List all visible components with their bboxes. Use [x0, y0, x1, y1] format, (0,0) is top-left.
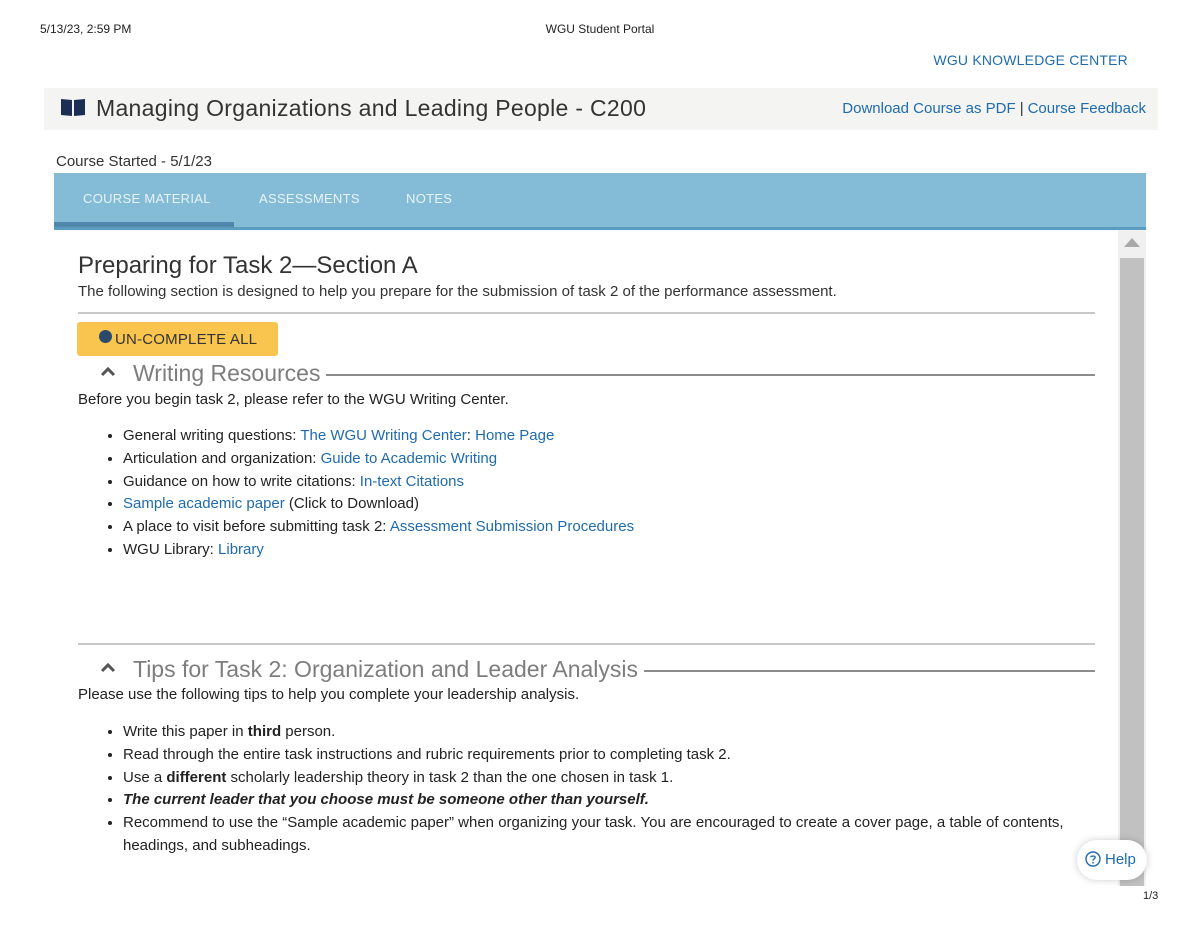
tips-header[interactable]	[100, 656, 1095, 686]
list-item: • Recommend to use the “Sample academic paper” when organizing your task. You are encouraged to create a cover page, a table of contents, headings, and subheadings.	[123, 812, 1083, 858]
uncomplete-all-button[interactable]	[77, 322, 278, 356]
course-tabs	[54, 173, 1146, 230]
help-button[interactable]	[1077, 840, 1147, 880]
page-number: 1/3	[1143, 890, 1159, 902]
course-links	[842, 100, 1146, 117]
scroll-up-icon[interactable]	[1124, 238, 1140, 247]
tips-list	[102, 721, 1083, 858]
list-item: • Read through the entire task instructions and rubric requirements prior to completing task 2.	[123, 744, 1083, 767]
chevron-up-icon	[100, 662, 116, 674]
tab-notes[interactable]: NOTES	[406, 191, 453, 206]
link-separator: |	[1019, 100, 1024, 117]
section-title: Preparing for Task 2—Section A	[78, 252, 418, 279]
list-item: • General writing questions: The WGU Writing Center: Home Page	[123, 425, 634, 448]
question-circle-icon	[1085, 851, 1101, 867]
status-dot-icon	[99, 330, 112, 343]
divider	[78, 643, 1095, 645]
list-item: • Write this paper in third person.	[123, 721, 1083, 744]
section-description: The following section is designed to help you prepare for the submission of task 2 of the performance assessment.	[78, 283, 837, 300]
list-item: • Sample academic paper (Click to Download)	[123, 493, 634, 516]
list-item: • A place to visit before submitting task 2: Assessment Submission Procedures	[123, 516, 634, 539]
library-link[interactable]: Library	[218, 540, 264, 558]
writing-center-link[interactable]: The WGU Writing Center	[300, 427, 467, 444]
uncomplete-all-label: UN-COMPLETE ALL	[115, 331, 258, 348]
download-pdf-link[interactable]: Download Course as PDF	[842, 100, 1016, 117]
scroll-thumb[interactable]	[1120, 258, 1144, 886]
home-page-link[interactable]: Home Page	[475, 427, 555, 444]
list-item: • WGU Library: Library	[123, 539, 634, 562]
writing-resources-title: Writing Resources	[133, 360, 326, 387]
tips-intro: Please use the following tips to help you complete your leadership analysis.	[78, 686, 580, 703]
tab-assessments[interactable]: ASSESSMENTS	[259, 191, 360, 206]
list-item: • Use a different scholarly leadership theory in task 2 than the one chosen in task 1.	[123, 767, 1083, 790]
list-item: • Articulation and organization: Guide to Academic Writing	[123, 448, 634, 471]
academic-writing-guide-link[interactable]: Guide to Academic Writing	[320, 449, 498, 467]
print-date: 5/13/23, 2:59 PM	[40, 22, 132, 36]
writing-resources-header[interactable]	[100, 360, 1095, 390]
chevron-up-icon	[100, 366, 116, 378]
list-item: • Guidance on how to write citations: In-text Citations	[123, 471, 634, 494]
list-item: • The current leader that you choose must be someone other than yourself.	[123, 789, 1083, 812]
divider	[78, 312, 1095, 314]
print-title: WGU Student Portal	[545, 22, 655, 36]
active-tab-indicator	[54, 222, 234, 227]
tab-course-material[interactable]: COURSE MATERIAL	[83, 191, 211, 206]
writing-resources-list	[102, 425, 634, 562]
writing-resources-intro: Before you begin task 2, please refer to the WGU Writing Center.	[78, 391, 509, 408]
course-started-date: Course Started - 5/1/23	[56, 153, 212, 170]
book-icon	[60, 97, 86, 117]
submission-procedures-link[interactable]: Assessment Submission Procedures	[389, 518, 635, 536]
sample-paper-link[interactable]: Sample academic paper	[123, 495, 285, 513]
in-text-citations-link[interactable]: In-text Citations	[359, 472, 465, 490]
course-content	[54, 230, 1118, 890]
course-title-bar	[44, 88, 1158, 130]
header-rule	[615, 670, 1095, 672]
tips-title: Tips for Task 2: Organization and Leader Analysis	[133, 656, 644, 683]
header-rule	[315, 374, 1095, 376]
knowledge-center-link[interactable]: WGU KNOWLEDGE CENTER	[933, 52, 1128, 68]
content-scrollbar[interactable]	[1118, 230, 1146, 886]
help-label: Help	[1105, 851, 1136, 868]
course-feedback-link[interactable]: Course Feedback	[1027, 100, 1146, 117]
course-title: Managing Organizations and Leading People - C200	[96, 95, 647, 121]
print-header	[0, 22, 1200, 38]
